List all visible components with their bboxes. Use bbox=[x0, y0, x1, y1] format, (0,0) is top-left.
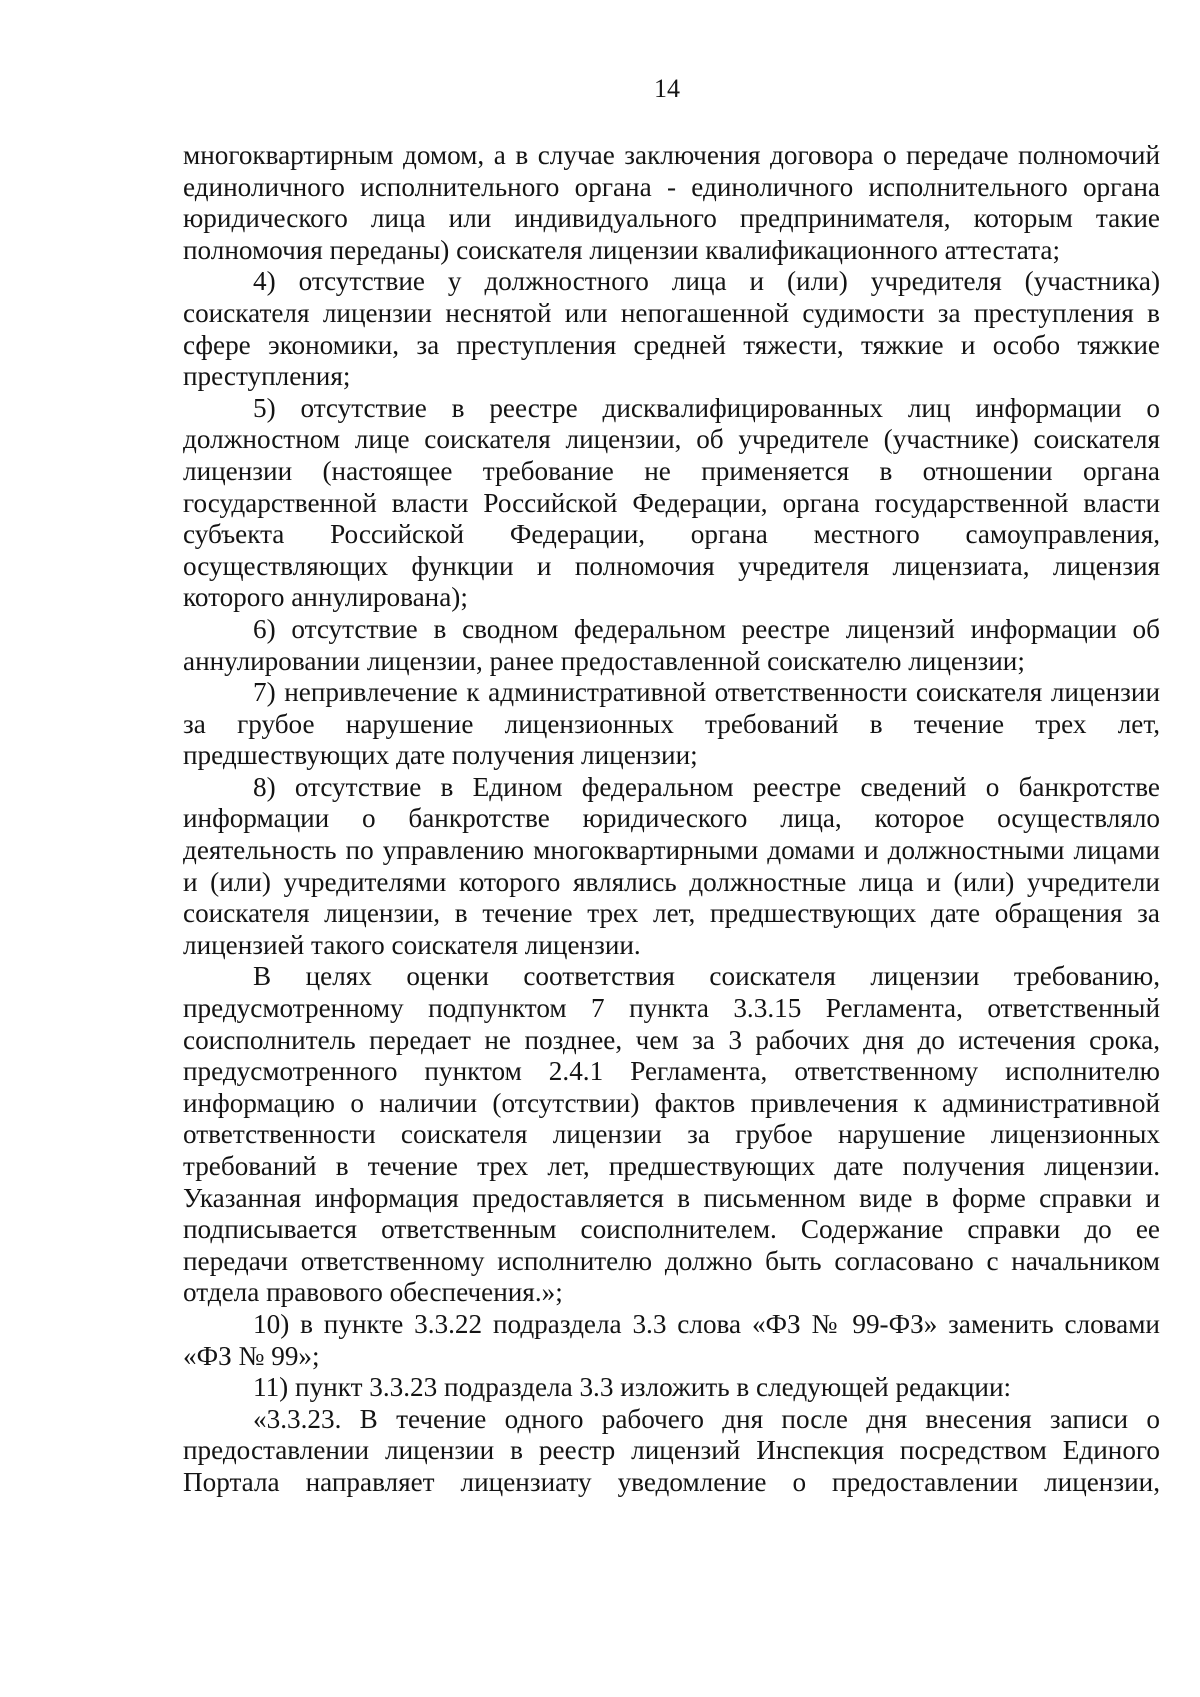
paragraph: 8) отсутствие в Едином федеральном реестре сведений о банкротстве информации о банкротстве юридического лица, которое осуществляло деятельность по управлению многоквартирными домами и должностными лицами и (или) учредителями которого являлись должностные лица и (или) учредители соискателя лицензии, в течение трех лет, предшествующих дате обращения за лицензией такого соискателя лицензии. bbox=[183, 771, 1160, 960]
paragraph: 7) непривлечение к административной ответственности соискателя лицензии за грубое нарушение лицензионных требований в течение трех лет, предшествующих дате получения лицензии; bbox=[183, 677, 1160, 771]
paragraph: 10) в пункте 3.3.22 подраздела 3.3 слова «ФЗ № 99-ФЗ» заменить словами «ФЗ № 99»; bbox=[183, 1308, 1160, 1371]
page-number: 14 bbox=[654, 74, 680, 103]
paragraph: 6) отсутствие в сводном федеральном реестре лицензий информации об аннулировании лицензии, ранее предоставленной соискателю лицензии; bbox=[183, 613, 1160, 676]
paragraph: В целях оценки соответствия соискателя лицензии требованию, предусмотренному подпунктом 7 пункта 3.3.15 Регламента, ответственный соисполнитель передает не позднее, чем за 3 рабочих дня до истечения срока, предусмотренного пунктом 2.4.1 Регламента, ответственному исполнителю информацию о наличии (отсутствии) фактов привлечения к административной ответственности соискателя лицензии за грубое нарушение лицензионных требований в течение трех лет, предшествующих дате получения лицензии. Указанная информация предоставляется в письменном виде в форме справки и подписывается ответственным соисполнителем. Содержание справки до ее передачи ответственному исполнителю должно быть согласовано с начальником отдела правового обеспечения.»; bbox=[183, 961, 1160, 1308]
document-body bbox=[183, 140, 1160, 1499]
paragraph: 5) отсутствие в реестре дисквалифицированных лиц информации о должностном лице соискателя лицензии, об учредителе (участнике) соискателя лицензии (настоящее требование не применяется в отношении органа государственной власти Российской Федерации, органа государственной власти субъекта Российской Федерации, органа местного самоуправления, осуществляющих функции и полномочия учредителя лицензиата, лицензия которого аннулирована); bbox=[183, 392, 1160, 613]
paragraph: многоквартирным домом, а в случае заключения договора о передаче полномочий единоличного исполнительного органа - единоличного исполнительного органа юридического лица или индивидуального предпринимателя, которым такие полномочия переданы) соискателя лицензии квалификационного аттестата; bbox=[183, 140, 1160, 265]
paragraph: «3.3.23. В течение одного рабочего дня после дня внесения записи о предоставлении лицензии в реестр лицензий Инспекция посредством Единого Портала направляет лицензиату уведомление о предоставлении лицензии, bbox=[183, 1403, 1160, 1497]
paragraph: 4) отсутствие у должностного лица и (или) учредителя (участника) соискателя лицензии неснятой или непогашенной судимости за преступления в сфере экономики, за преступления средней тяжести, тяжкие и особо тяжкие преступления; bbox=[183, 266, 1160, 392]
paragraph: 11) пункт 3.3.23 подраздела 3.3 изложить в следующей редакции: bbox=[253, 1372, 1012, 1403]
